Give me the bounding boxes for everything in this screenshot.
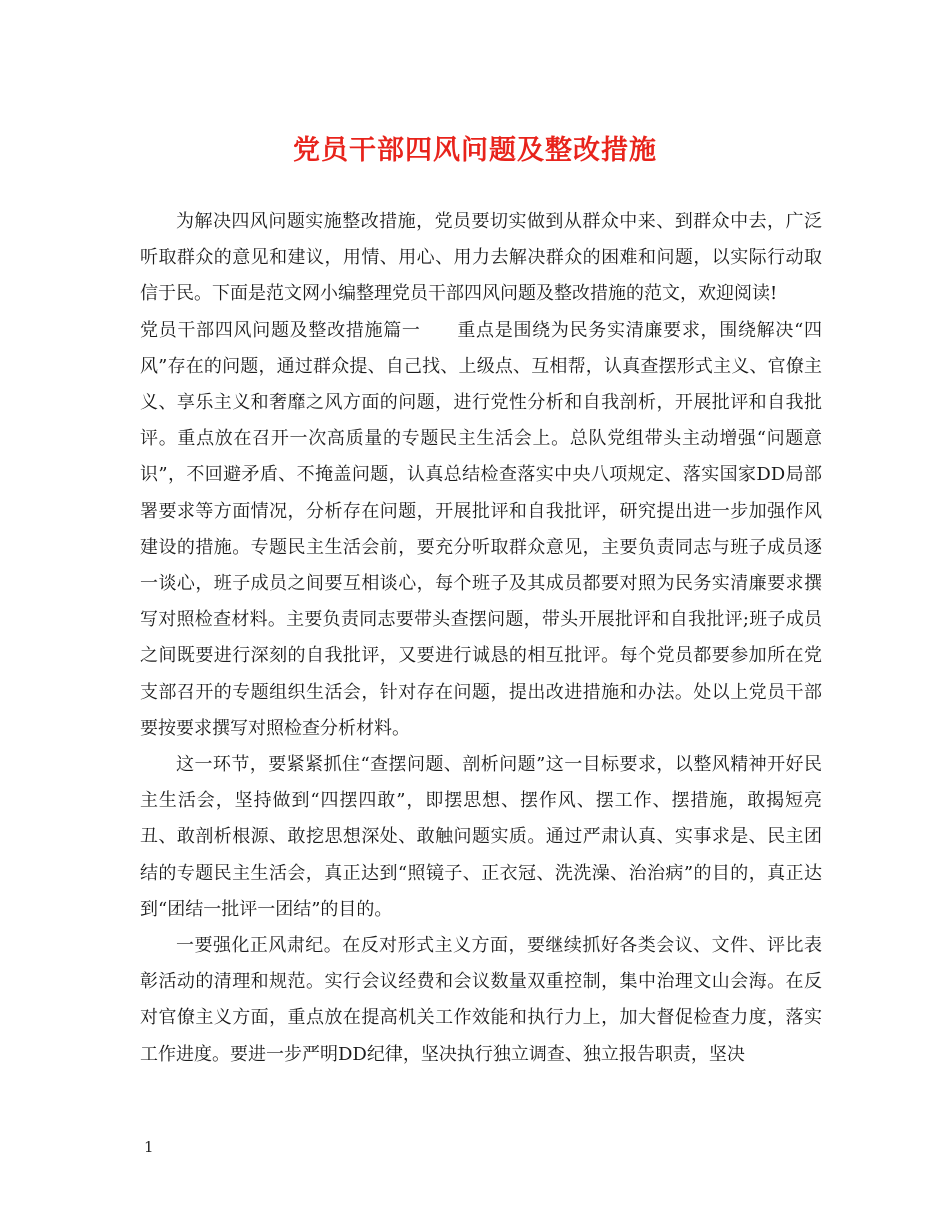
- document-body: [140, 204, 822, 1073]
- intro-paragraph: 为解决四风问题实施整改措施，党员要切实做到从群众中来、到群众中去，广泛听取群众的意见和建议，用情、用心、用力去解决群众的困难和问题，以实际行动取信于民。下面是范文网小编整理党员干部四风问题及整改措施的范文，欢迎阅读!: [140, 211, 822, 305]
- body-paragraph-2: 这一环节，要紧紧抓住“查摆问题、剖析问题”这一目标要求，以整风精神开好民主生活会，坚持做到“四摆四敢”，即摆思想、摆作风、摆工作、摆措施，敢揭短亮丑、敢剖析根源、敢挖思想深处、敢触问题实质。通过严肃认真、实事求是、民主团结的专题民主生活会，真正达到“照镜子、正衣冠、洗洗澡、治治病”的目的，真正达到“团结一批评一团结”的目的。: [140, 754, 822, 920]
- section-text: 重点是围绕为民务实清廉要求，围绕解决“四风”存在的问题，通过群众提、自己找、上级点、互相帮，认真查摆形式主义、官僚主义、享乐主义和奢靡之风方面的问题，进行党性分析和自我剖析，开展批评和自我批评。重点放在召开一次高质量的专题民主生活会上。总队党组带头主动增强“问题意识”，不回避矛盾、不掩盖问题，认真总结检查落实中央八项规定、落实国家DD局部署要求等方面情况，分析存在问题，开展批评和自我批评，研究提出进一步加强作风建设的措施。专题民主生活会前，要充分听取群众意见，主要负责同志与班子成员逐一谈心，班子成员之间要互相谈心，每个班子及其成员都要对照为民务实清廉要求撰写对照检查材料。主要负责同志要带头查摆问题，带头开展批评和自我批评;班子成员之间既要进行深刻的自我批评，又要进行诚恳的相互批评。每个党员都要参加所在党支部召开的专题组织生活会，针对存在问题，提出改进措施和办法。处以上党员干部要按要求撰写对照检查分析材料。: [140, 319, 823, 739]
- page-number: 1: [144, 1138, 154, 1156]
- section-paragraph: [140, 313, 822, 747]
- section-heading: 党员干部四风问题及整改措施篇一: [140, 319, 421, 341]
- document-title: 党员干部四风问题及整改措施: [293, 135, 657, 166]
- body-paragraph-3: 一要强化正风肃纪。在反对形式主义方面，要继续抓好各类会议、文件、评比表彰活动的清理和规范。实行会议经费和会议数量双重控制，集中治理文山会海。在反对官僚主义方面，重点放在提高机关工作效能和执行力上，加大督促检查力度，落实工作进度。要进一步严明DD纪律，坚决执行独立调查、独立报告职责，坚决: [140, 935, 822, 1065]
